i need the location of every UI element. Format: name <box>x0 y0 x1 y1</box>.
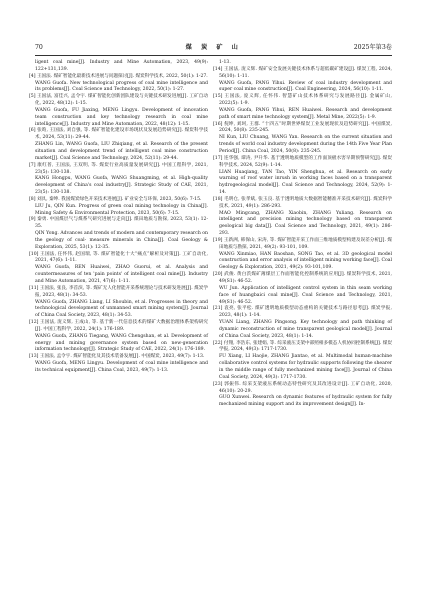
page-header <box>35 42 392 54</box>
reference-entry: [16] 倪坤, 刘珂, 王群. “十四五”时期世界煤炭工业发展现状及趋势研究[J]. 中国煤炭, 2024, 50(8): 235-245. <box>213 121 392 134</box>
reference-entry: [12] 王国法, 庞义辉, 王成山, 等. 基于新一代信息技术的煤矿大数据治理体系架构研究[J]. 中国工程科学, 2022, 24(1): 176-189. <box>29 320 208 332</box>
reference-entry: [17] 连华强, 谭涛, 尹升华. 基于透明地质模型的工作面顶板水害早期预警研究[J]. 煤炭科学技术, 2024, 52(9): 1-14. <box>213 155 392 168</box>
reference-translation: GUO Xunwei. Research on dynamic features of hydraulic system for fully mechanized mining support and its improvement design[J]. In- <box>219 395 392 408</box>
reference-translation: MAO Mingcang, ZHANG Xiaobin, ZHANG Yuliang. Research on intelligent and precision mining technology based on transparent geological big data[J]. Coal Science and Technology, 2021, 49(1): 286-293. <box>219 210 392 237</box>
reference-entry: [10] 王国法, 任怀伟, 赵国瑞, 等. 煤矿智能化十大“痛点”解析及对策[J]. 工矿自动化, 2021, 47(6): 1-11. <box>29 251 208 264</box>
reference-entry: [20] 武俊. 黄白茨煤矿薄煤层工作面智能化控制系统的应用[J]. 煤炭科学技术, 2021, 49(S1): 46-52. <box>213 272 392 284</box>
reference-translation: WANG Guofa, PANG Yihui, REN Huaiwei. Research and development path of smart mine technology system[J]. Metal Mine, 2022(5): 1-9. <box>219 107 392 120</box>
reference-translation: WANG Guofa, ZHANG Tiegang, WANG Chengshan, et al. Development of energy and mining governance system based on new-generation information technology[J]. Strategic Study of CAE, 2022, 24(1): 176-189. <box>35 333 208 353</box>
journal-title: 煤 炭 矿 山 <box>185 44 242 51</box>
reference-entry: [14] 王国法, 庞义辉. 煤矿安全发展关键技术体系与超低碳矿建设[J]. 煤炭工程, 2024, 56(10): 1-11. <box>213 66 392 79</box>
reference-translation: WANG Guofa, FU Jiaxing, MENG Lingyu. Development of innovation team construction and key technology research in coal mine intelligence[J]. Industry and Mine Automation, 2022, 48(12): 1-15. <box>35 107 208 127</box>
reference-translation: WANG Xinmiao, HAN Baoshan, SONG Tao, et al. 3D geological model construction and error analysis of intelligent mining working face[J]. Coal Geology & Exploration, 2021, 49(2): 93-101,109. <box>219 251 392 271</box>
reference-entry: [4] 王国法. 煤矿智能化最新技术进展与问题探讨[J]. 煤炭科学技术, 2022, 50(1): 1-27. <box>29 73 208 79</box>
issue-label: 2025年第3卷 <box>353 44 392 51</box>
reference-translation: ligent coal mine[J]. Industry and Mine Automation, 2023, 49(9): 122+131,139. <box>35 60 208 72</box>
reference-entry: [6] 张昀, 王国法, 刘自强, 等. 煤矿智能化建设市场现状及发展趋势研究[J]. 煤炭科学技术, 2024, 53(11): 29-44. <box>29 128 208 141</box>
reference-translation: WANG Guofa. New technological progress of coal mine intelligence and its problems[J]. Coal Science and Technology, 2022, 50(1): 1-27. <box>35 80 208 93</box>
reference-entry: [21] 袁亮, 张平松. 煤矿透明地质模型动态重构的关键技术与路径思考[J]. 煤炭学报, 2023, 48(1): 1-14. <box>213 306 392 319</box>
reference-translation: 1-13. <box>219 60 231 65</box>
reference-translation: QIN Yong. Advances and trends of modern and contemporary research on the geology of coal- measure minerals in China[J]. Coal Geology & Exploration, 2025, 53(1): 12-35. <box>35 231 208 250</box>
reference-entry: [5] 王国法, 富佳兴, 孟令宇. 煤矿智能化创新团队建设与关键技术研发进展[J]. 工矿自动化, 2022, 48(12): 1-15. <box>29 94 208 107</box>
reference-translation: YUAN Liang, ZHANG Pingsong. Key technology and path thinking of dynamic reconstruction of mine transparent geological model[J]. Journal of China Coal Society, 2023, 48(1): 1-14. <box>219 320 392 339</box>
reference-column-right <box>213 60 392 409</box>
reference-translation: LIU Ju, QIN Kun. Progress of green coal mining technology in China[J]. Mining Safety & Environmental Protection, 2023, 50(6): 7-15. <box>35 203 208 216</box>
reference-entry: [22] 付翔, 李浩东, 张建娟, 等. 综采液压支架中部照相多模态人机协同控制系统[J]. 煤炭学报, 2024, 49(3): 1717-1730. <box>213 340 392 353</box>
reference-entry: [9] 秦勇. 中国煤层气与煤系气研究进展与走向[J]. 煤田地质与勘探, 2023, 53(1): 12-35. <box>29 217 208 230</box>
page-number: 70 <box>35 44 43 51</box>
header-divider <box>35 55 392 56</box>
reference-translation: WANG Guofa, REN Huaiwei, ZHAO Guorui, et al. Analysis and countermeasures of ten 'pain points' of intelligent coal mine[J]. Industry and Mine Automation, 2021, 47(6): 1-11. <box>35 265 208 284</box>
reference-translation: ZHANG Lin, WANG Guofa, LIU Zhiqiang, et al. Research of the present situation and development trend of intelligent coal mine construction market[J]. Coal Science and Technology, 2024, 52(11): 29-44. <box>35 142 208 161</box>
reference-translation: LIAN Huaqiang, TAN Tao, YIN Shenghua, et al. Research on early warning of roof water inrush in working faces based on a transparent hydrogeological model[J]. Coal Science and Technology, 2024, 52(9): 1-14. <box>219 169 392 196</box>
reference-entry: [18] 毛明仓, 张孝斌, 张玉良. 基于透明地质大数据智能精准开采技术研究[J]. 煤炭科学技术, 2021, 49(1): 286-293. <box>213 196 392 209</box>
reference-entry: [23] 郭振伟. 综采支架液压系统动态特性研究及其改进设计[J]. 工矿自动化, 2020, 46(10): 20-29. <box>213 381 392 394</box>
reference-translation: WANG Guofa, ZHANG Liang, LI Shoubin, et al. Progresses in theory and technological development of unmanned smart mining system[J]. Journal of China Coal Society, 2023, 48(1): 34-53. <box>35 299 208 319</box>
reference-entry: [7] 康红普, 王国法, 王双明, 等. 煤炭行业高质量发展研究[J]. 中国工程科学, 2021, 23(5): 130-138. <box>29 162 208 175</box>
reference-translation: KANG Hongpu, WANG Guofa, WANG Shuangming, et al. High-quality development of China's coal industry[J]. Strategic Study of CAE, 2021, 23(5): 130-138. <box>35 176 208 196</box>
reference-entry: [8] 刘具, 秦坤. 我国煤炭绿色开采技术进展[J]. 矿业安全与环保, 2023, 50(6): 7-15. <box>29 196 202 202</box>
reference-translation: FU Xiang, LI Haojie, ZHANG Jiantao, et al. Multimodal human-machine collaborative control systems for hydraulic supports following the shearer in the middle range of fully mechanized mining face[J]. Journal of China Coal Society, 2024, 49(3): 1717-1730. <box>219 354 392 380</box>
reference-column-left <box>29 60 208 375</box>
reference-translation: WU Jun. Application of intelligent control system in thin seam working face of huangbaici coal mine[J]. Coal Science and Technology, 2021, 49(S1): 46-52. <box>219 285 392 305</box>
reference-entry: [11] 王国法, 张良, 李首滨, 等. 煤矿无人化智能开采系统理论与技术研发进展[J]. 煤炭学报, 2023, 48(1): 34-53. <box>29 285 208 298</box>
reference-entry: [19] 王新洲, 韩保山, 宋涛, 等. 煤矿智能开采工作面三维地质模型构建及误差分析[J]. 煤田地质与勘探, 2021, 49(2): 93-101, 109. <box>213 237 392 250</box>
reference-translation: NI Kun, LIU Chuang, WANG Yan. Research on the current situation and trends of world coal industry development during the 14th Five Year Plan Period[J]. China Coal, 2024, 50(8): 235-245. <box>219 135 392 154</box>
reference-entry: [15] 王国法, 庞义辉, 任怀伟. 智慧矿山技术体系研究与发展路径[J]. 金属矿山, 2022(5): 1-9. <box>213 94 392 107</box>
reference-entry: [13] 王国法, 孟令宇. 煤矿智能化及其技术装备发展[J]. 中国煤炭, 2023, 49(7): 1-13. <box>29 354 205 360</box>
reference-translation: WANG Guofa, MENG Lingyu. Development of coal mine intelligence and its technical equipment[J]. China Coal, 2023, 49(7): 1-13. <box>35 361 208 373</box>
reference-translation: WANG Guofa, PANG Yihui. Review of coal industry development and super coal mine construction[J]. Coal Engineering, 2024, 56(10): 1-11. <box>219 80 392 93</box>
